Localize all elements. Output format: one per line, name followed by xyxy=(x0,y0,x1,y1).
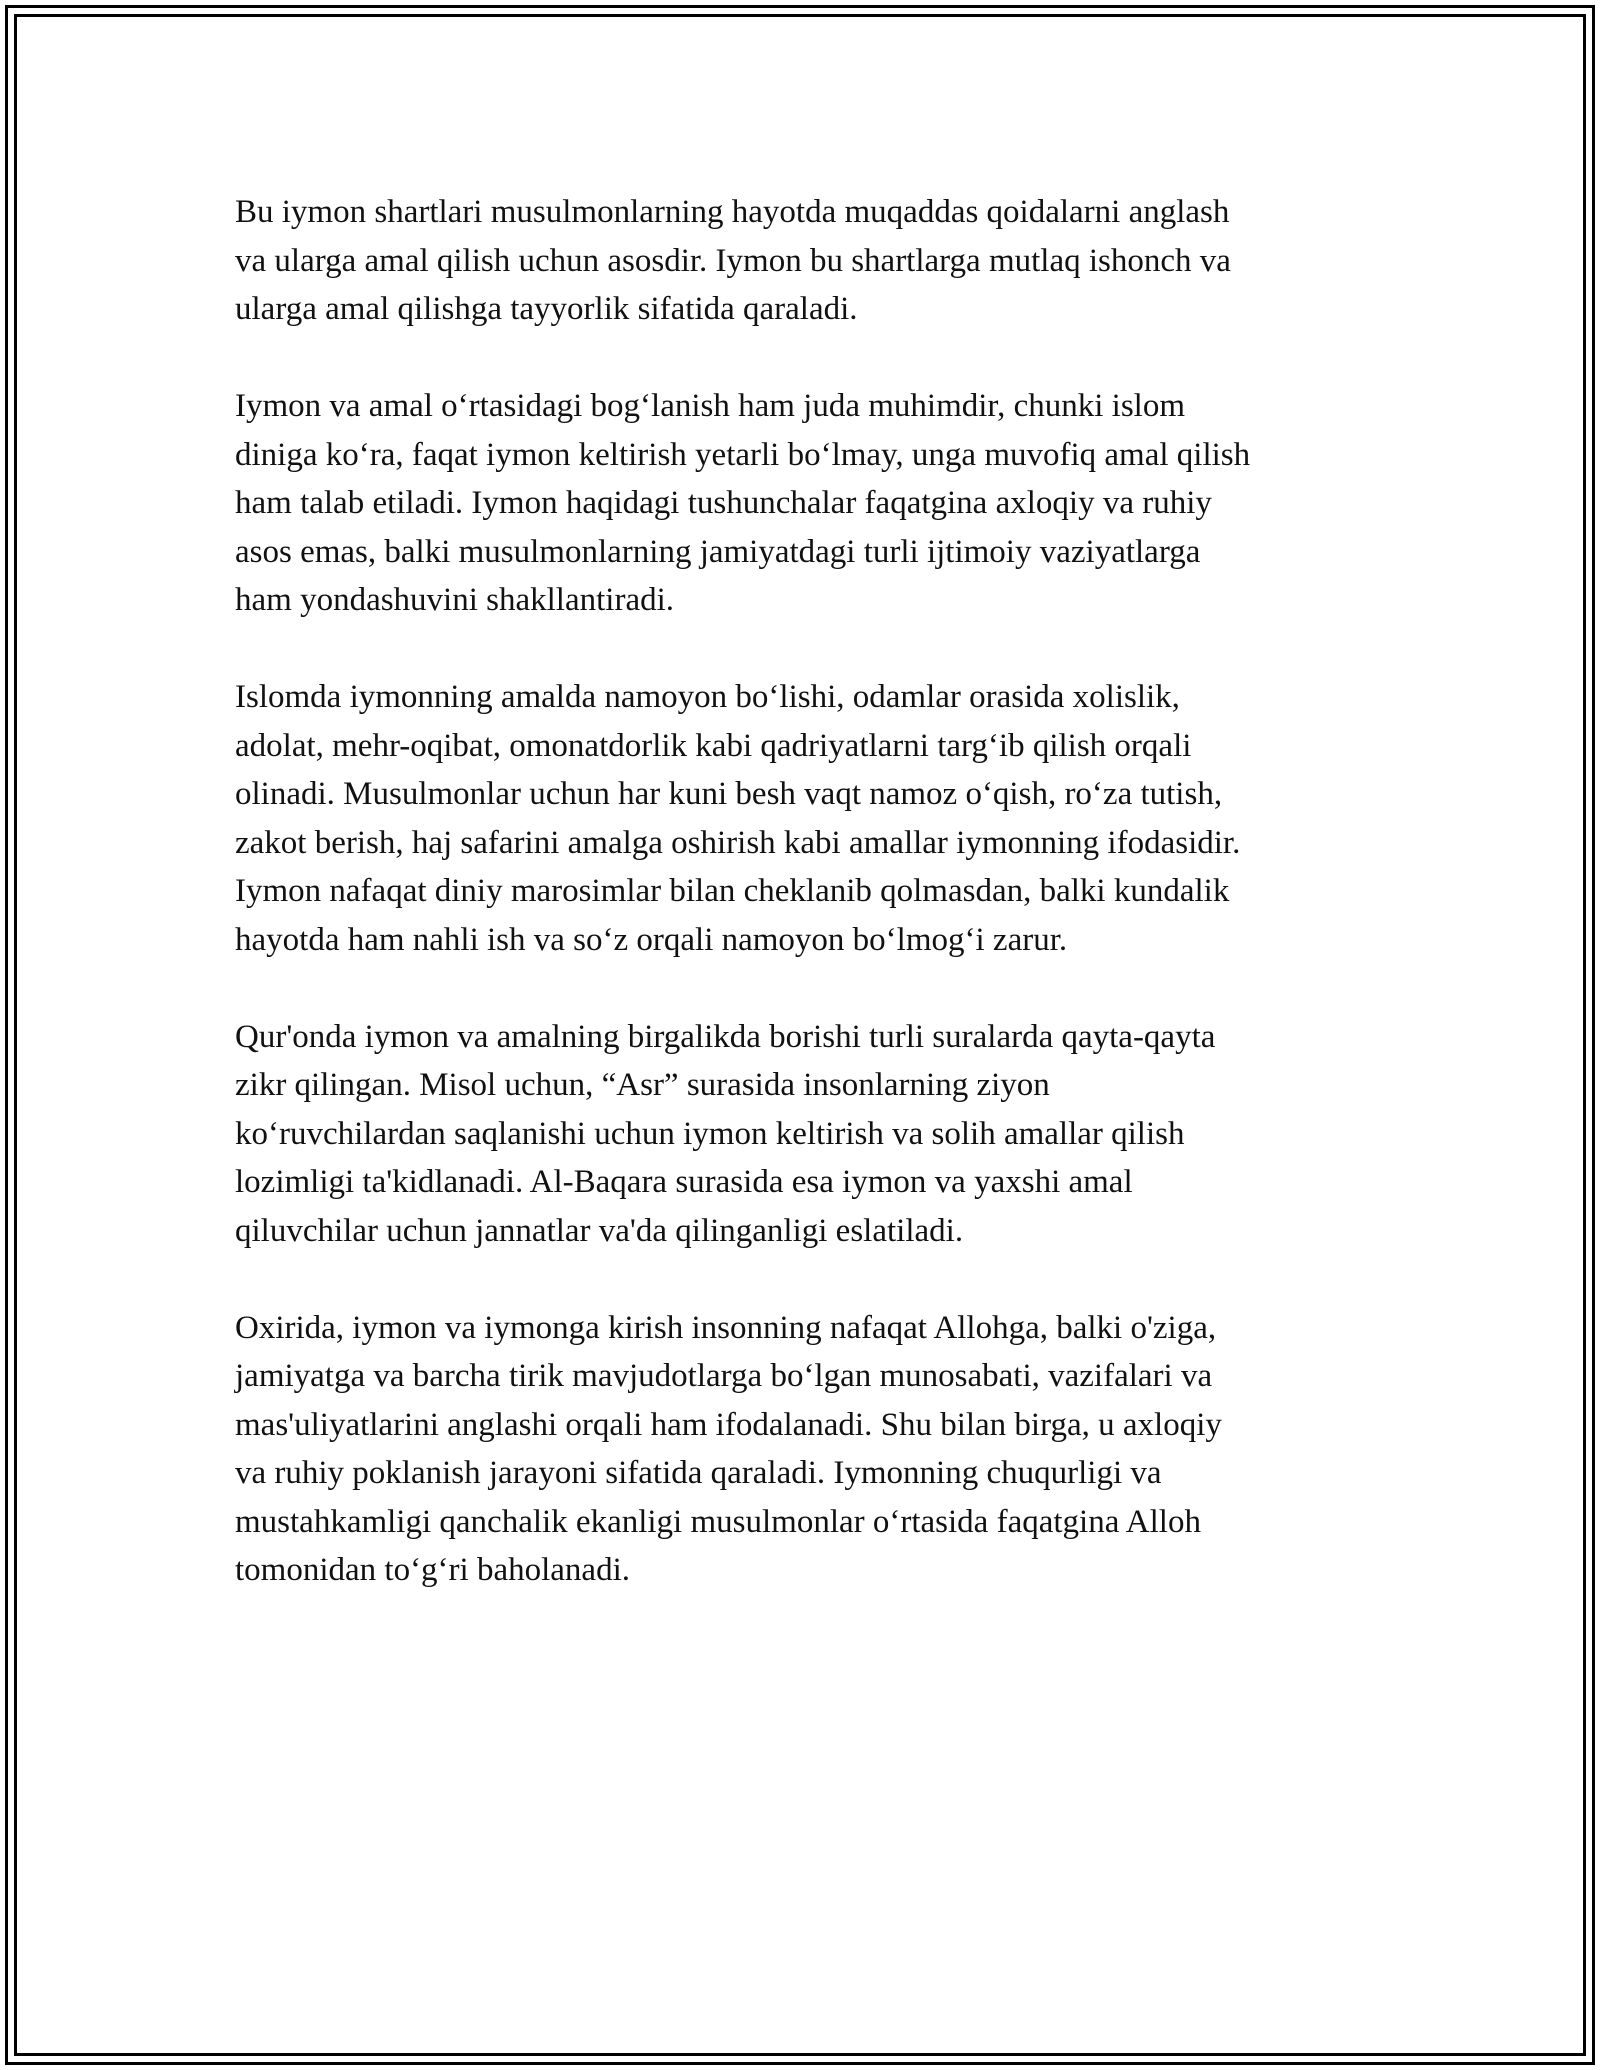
text-line: ham talab etiladi. Iymon haqidagi tushunchalar faqatgina axloqiy va ruhiy xyxy=(235,485,1212,521)
paragraph-2 xyxy=(235,382,1385,625)
paragraph-5 xyxy=(235,1304,1385,1595)
text-line: ularga amal qilishga tayyorlik sifatida qaraladi. xyxy=(235,291,858,327)
text-line: Qur'onda iymon va amalning birgalikda borishi turli suralarda qayta-qayta xyxy=(235,1018,1216,1055)
text-line: Islomda iymonning amalda namoyon bo‘lishi, odamlar orasida xolislik, xyxy=(235,679,1180,715)
text-line: adolat, mehr-oqibat, omonatdorlik kabi qadriyatlarni targ‘ib qilish orqali xyxy=(235,727,1192,764)
text-line: asos emas, balki musulmonlarning jamiyatdagi turli ijtimoiy vaziyatlarga xyxy=(235,533,1201,570)
text-line: Oxirida, iymon va iymonga kirish insonning nafaqat Allohga, balki o'ziga, xyxy=(235,1309,1217,1346)
text-line: ko‘ruvchilardan saqlanishi uchun iymon keltirish va solih amallar qilish xyxy=(235,1115,1185,1152)
text-line: tomonidan to‘g‘ri baholanadi. xyxy=(235,1552,630,1588)
paragraph-3 xyxy=(235,673,1385,964)
text-line: ham yondashuvini shakllantiradi. xyxy=(235,582,675,618)
text-line: va ularga amal qilish uchun asosdir. Iymon bu shartlarga mutlaq ishonch va xyxy=(235,242,1231,279)
text-line: zakot berish, haj safarini amalga oshirish kabi amallar iymonning ifodasidir. xyxy=(235,824,1241,861)
text-line: qiluvchilar uchun jannatlar va'da qilinganligi eslatiladi. xyxy=(235,1212,964,1249)
document-body xyxy=(235,188,1385,1595)
paragraph-1 xyxy=(235,188,1385,334)
text-line: va ruhiy poklanish jarayoni sifatida qaraladi. Iymonning chuqurligi va xyxy=(235,1455,1162,1491)
text-line: lozimligi ta'kidlanadi. Al-Baqara surasida esa iymon va yaxshi amal xyxy=(235,1164,1133,1200)
text-line: mustahkamligi qanchalik ekanligi musulmonlar o‘rtasida faqatgina Alloh xyxy=(235,1503,1201,1540)
paragraph-4 xyxy=(235,1013,1385,1256)
text-line: Iymon va amal o‘rtasidagi bog‘lanish ham juda muhimdir, chunki islom xyxy=(235,388,1186,424)
text-line: diniga ko‘ra, faqat iymon keltirish yetarli bo‘lmay, unga muvofiq amal qilish xyxy=(235,436,1251,473)
text-line: zikr qilingan. Misol uchun, “Asr” surasida insonlarning ziyon xyxy=(235,1067,1050,1103)
text-line: Bu iymon shartlari musulmonlarning hayotda muqaddas qoidalarni anglash xyxy=(235,194,1230,230)
text-line: jamiyatga va barcha tirik mavjudotlarga bo‘lgan munosabati, vazifalari va xyxy=(235,1358,1213,1394)
text-line: mas'uliyatlarini anglashi orqali ham ifodalanadi. Shu bilan birga, u axloqiy xyxy=(235,1406,1222,1443)
text-line: olinadi. Musulmonlar uchun har kuni besh vaqt namoz o‘qish, ro‘za tutish, xyxy=(235,776,1223,812)
text-line: hayotda ham nahli ish va so‘z orqali namoyon bo‘lmog‘i zarur. xyxy=(235,921,1068,958)
text-line: Iymon nafaqat diniy marosimlar bilan cheklanib qolmasdan, balki kundalik xyxy=(235,873,1230,909)
